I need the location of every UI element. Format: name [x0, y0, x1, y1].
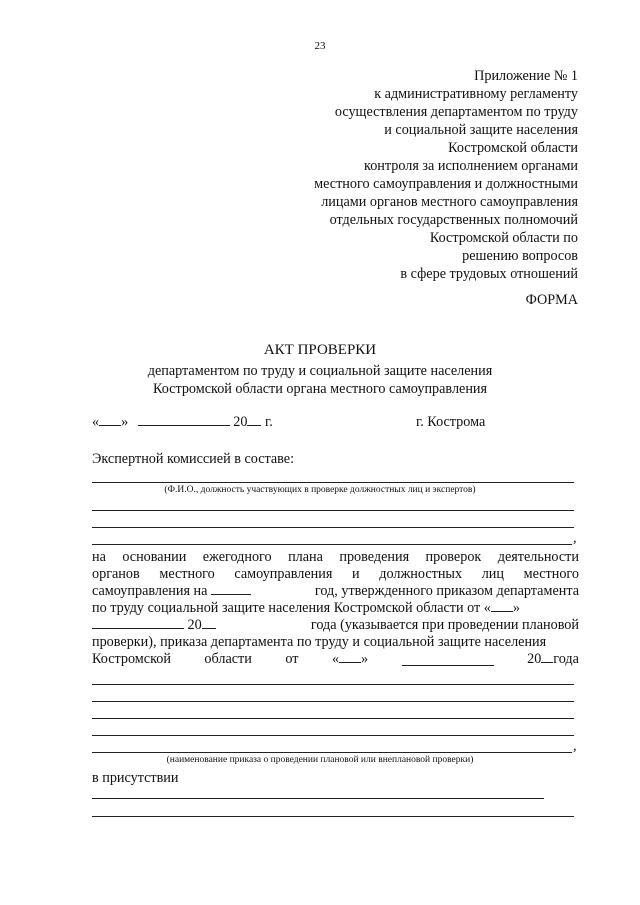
year-prefix: 20 — [527, 651, 542, 667]
appendix-line: и социальной защите населения — [384, 122, 578, 138]
commission-blank-line[interactable] — [92, 527, 574, 528]
day-blank[interactable] — [99, 425, 121, 426]
basis-line-4 — [92, 600, 579, 617]
basis-text — [92, 583, 251, 600]
appendix-line: решению вопросов — [462, 248, 578, 264]
year-prefix: 20 — [233, 414, 248, 430]
word: местного — [523, 566, 579, 582]
appendix-line: к административному регламенту — [374, 86, 578, 102]
word: лиц — [481, 566, 504, 582]
comma: , — [573, 530, 577, 546]
act-subtitle-line: департаментом по труду и социальной защите населения — [147, 363, 493, 379]
word: основании — [122, 549, 187, 565]
day-blank[interactable] — [491, 611, 513, 612]
basis-line-5 — [92, 617, 579, 634]
commission-blank-line[interactable] — [92, 510, 574, 511]
basis-text: год, утвержденного приказом департамента — [314, 583, 579, 599]
appendix-line: отдельных государственных полномочий — [329, 212, 578, 228]
year-blank[interactable] — [247, 425, 261, 426]
appendix-line: лицами органов местного самоуправления — [321, 194, 578, 210]
act-subtitle — [0, 362, 640, 398]
month-blank[interactable] — [138, 425, 230, 426]
basis-text: по труду социальной защите населения Костромской области от « — [92, 600, 491, 616]
month-blank[interactable] — [92, 628, 184, 629]
basis-text: проверки), приказа департамента по труду и социальной защите населения — [92, 634, 547, 650]
year-suffix: г. — [265, 414, 273, 430]
year-blank[interactable] — [541, 662, 553, 663]
word: плана — [288, 549, 323, 565]
year-blank[interactable] — [202, 628, 216, 629]
basis-line-1 — [92, 549, 579, 566]
word: проведения — [339, 549, 410, 565]
word: органов — [92, 566, 140, 582]
quote-close: » — [121, 414, 129, 430]
basis-line-2 — [92, 566, 579, 583]
presence-label: в присутствии — [92, 770, 179, 786]
order-blank-line[interactable] — [92, 684, 574, 685]
word: местного — [159, 566, 215, 582]
comma: , — [573, 738, 577, 754]
appendix-line: Костромской области по — [429, 230, 578, 246]
word: области — [204, 651, 252, 667]
act-title: АКТ ПРОВЕРКИ — [263, 342, 377, 358]
word: проверок — [425, 549, 482, 565]
word: должностных — [379, 566, 463, 582]
appendix-line: Приложение № 1 — [474, 68, 578, 84]
word: и — [352, 566, 360, 582]
order-blank-line[interactable] — [92, 701, 574, 702]
quote-open: « — [92, 414, 100, 430]
order-year — [527, 651, 579, 668]
basis-text: 20 — [187, 617, 202, 633]
appendix-line: в сфере трудовых отношений — [400, 266, 578, 282]
year-suffix: года — [553, 651, 579, 667]
order-blank-line[interactable] — [92, 752, 572, 753]
presence-blank-line[interactable] — [92, 798, 544, 799]
commission-caption: (Ф.И.О., должность участвующих в проверке должностных лиц и экспертов) — [164, 485, 476, 495]
basis-text — [92, 617, 216, 634]
commission-blank-line[interactable] — [92, 544, 572, 545]
form-label: ФОРМА — [525, 292, 578, 308]
presence-blank-line[interactable] — [92, 816, 574, 817]
page-number: 23 — [314, 40, 326, 52]
commission-label: Экспертной комиссией в составе: — [92, 451, 295, 467]
month-blank[interactable] — [402, 651, 494, 666]
order-day — [332, 651, 368, 668]
order-caption: (наименование приказа о проведении плановой или внеплановой проверки) — [166, 755, 474, 765]
appendix-line: осуществления департаментом по труду — [334, 104, 578, 120]
quote-close: » — [361, 651, 369, 667]
act-subtitle-line: Костромской области органа местного самоуправления — [152, 381, 488, 397]
basis-text: » — [512, 600, 520, 616]
word: на — [92, 549, 106, 565]
appendix-block — [218, 67, 578, 283]
word: ежегодного — [202, 549, 272, 565]
basis-paragraph — [92, 549, 579, 668]
order-blank-line[interactable] — [92, 718, 574, 719]
day-blank[interactable] — [339, 662, 361, 663]
word: деятельности — [497, 549, 579, 565]
word: от — [285, 651, 299, 667]
date-row — [92, 414, 273, 431]
year-blank[interactable] — [211, 594, 251, 595]
quote-open: « — [331, 651, 340, 667]
basis-text — [92, 600, 520, 617]
appendix-line: местного самоуправления и должностными — [314, 176, 578, 192]
basis-line-7 — [92, 651, 579, 668]
basis-text: года (указывается при проведении плановой — [310, 617, 579, 633]
appendix-line: контроля за исполнением органами — [364, 158, 578, 174]
order-blank-line[interactable] — [92, 735, 574, 736]
commission-blank-line[interactable] — [92, 482, 574, 483]
appendix-line: Костромской области — [448, 140, 578, 156]
basis-text: самоуправления на — [92, 583, 208, 599]
city: г. Кострома — [416, 414, 486, 430]
basis-line-6 — [92, 634, 579, 651]
word: самоуправления — [234, 566, 333, 582]
word: Костромской — [92, 651, 171, 667]
basis-line-3 — [92, 583, 579, 600]
